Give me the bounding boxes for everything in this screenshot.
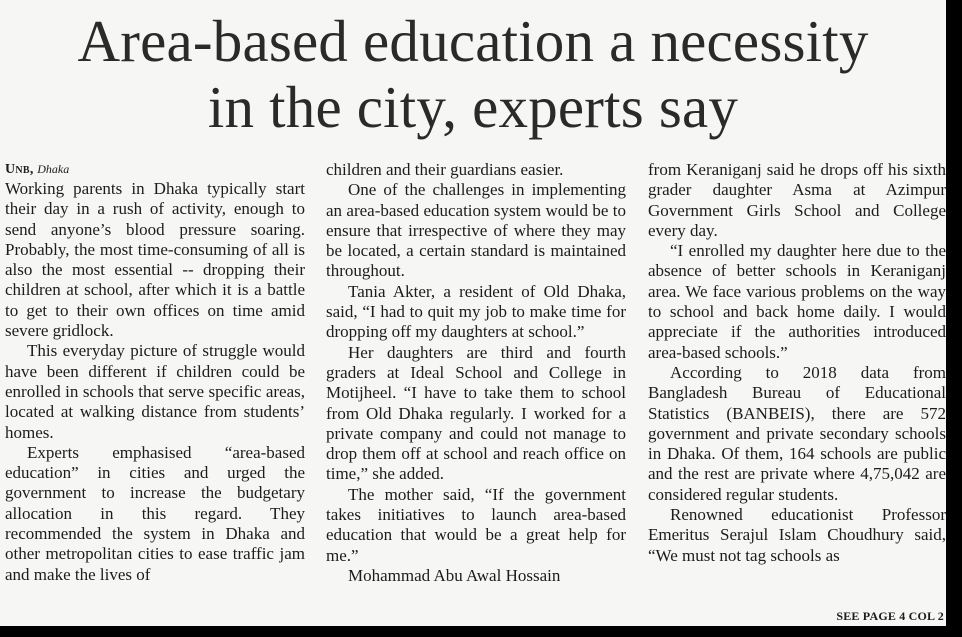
- article-paragraph: Experts emphasised “area-based education” in cities and urged the government to increase the budgetary allocation in this regard. They recommended the system in Dhaka and other metropolitan cities to ease traffic jam and make the lives of: [5, 442, 305, 584]
- byline: [5, 160, 305, 179]
- article-paragraph: Working parents in Dhaka typically start their day in a rush of activity, enough to send anyone’s blood pressure soaring. Probably, the most time-consuming of all is also the most essential -- dropping their children at school, after which it is a battle to get to their own offices on time amid severe gridlock.: [5, 179, 305, 341]
- article-paragraph: According to 2018 data from Bangladesh Bureau of Educational Statistics (BANBEIS), there are 572 government and private secondary schools in Dhaka. Of them, 164 schools are public and the rest are private where 4,75,042 are considered regular students.: [648, 362, 946, 504]
- article-column-2: [326, 160, 626, 586]
- article-paragraph: Mohammad Abu Awal Hossain: [348, 565, 561, 585]
- article-paragraph: Her daughters are third and fourth graders at Ideal School and College in Motijheel. “I have to take them to school from Old Dhaka regularly. I worked for a private company and could not manage to drop them off at school and reach office on time,” she added.: [326, 342, 626, 484]
- article-paragraph: from Keraniganj said he drops off his sixth grader daughter Asma at Azimpur Government Girls School and College every day.: [648, 160, 946, 240]
- byline-agency: Unb,: [5, 162, 34, 177]
- article-paragraph: children and their guardians easier.: [326, 160, 564, 179]
- article-column-1: [5, 160, 305, 585]
- byline-place: Dhaka: [37, 162, 70, 176]
- article-paragraph: The mother said, “If the government takes initiatives to launch area-based education that would be a great help for me.”: [326, 484, 626, 565]
- article-paragraph: “I enrolled my daughter here due to the absence of better schools in Keraniganj area. We face various problems on the way to school and back home daily. I would appreciate if the authorities introduced area-based schools.”: [648, 241, 946, 362]
- headline: [0, 8, 946, 140]
- article-paragraph: This everyday picture of struggle would have been different if children could be enrolled in schools that serve specific areas, located at walking distance from students’ homes.: [5, 341, 305, 442]
- article-paragraph: Renowned educationist Professor Emeritus Serajul Islam Choudhury said, “We must not tag schools as: [648, 505, 946, 565]
- continuation-jump-line: SEE PAGE 4 COL 2: [836, 609, 944, 623]
- scan-border-bottom: [0, 626, 962, 637]
- article-paragraph: One of the challenges in implementing an area-based education system would be to ensure that irrespective of where they may be located, a certain standard is maintained throughout.: [326, 180, 626, 281]
- article-column-3: [648, 160, 946, 566]
- article-paragraph: Tania Akter, a resident of Old Dhaka, said, “I had to quit my job to make time for dropping off my daughters at school.”: [326, 281, 626, 342]
- scan-border-right: [946, 0, 962, 637]
- headline-line-2: in the city, experts say: [207, 74, 739, 140]
- headline-line-1: Area-based education a necessity: [77, 8, 869, 74]
